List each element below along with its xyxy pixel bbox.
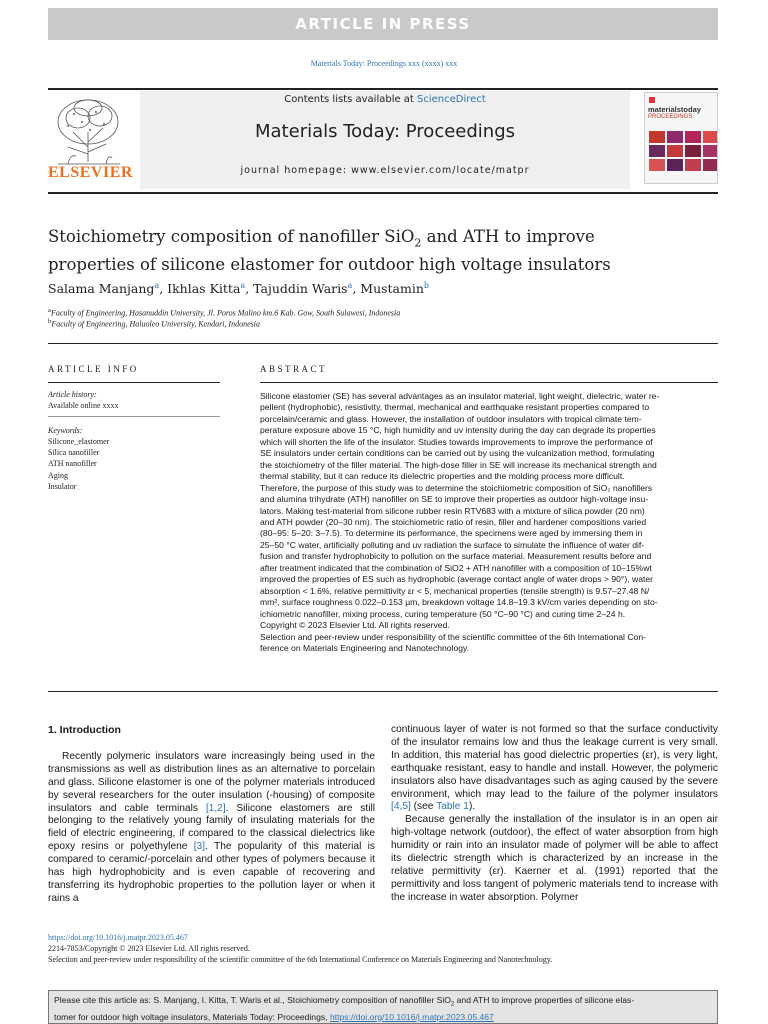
affiliation-mark: a <box>48 307 51 314</box>
abstract-line: perature exposure above 15 °C, high humidity and uv intensity during the day can degrade its properties <box>260 425 656 436</box>
author-list: Salama Manjang$^a$, Ikhlas Kitta$^a$, Tajuddin Waris$^a$, Mustamin$^b$ <box>48 281 430 297</box>
paragraph-text: continuous layer of water is not formed so that the surface conductivity of the insulator remains low and thus the leakage current is very small. In addition, this material has good dielectric properties (εr), is very light, earthquake resistant, easy to handle and install. However, the polymeric insulators also have disadvantages such as aging caused by the severe environment, which may lead to the failure of the polymer insulators <box>391 724 718 800</box>
paragraph-text: ). <box>468 801 476 813</box>
banner-text: ARTICLE IN PRESS <box>295 15 471 33</box>
paragraph-text: . The popularity of this material is compared to ceramic/-porcelain and other types of polymers because it has high hydrophobicity and is even capable of recovering and transferring its hydrophobic properties to the pollution layer or when it rains a <box>48 841 375 904</box>
author-affiliation-mark[interactable]: b <box>423 281 430 290</box>
keyword[interactable]: Silicone_elastomer <box>48 437 110 446</box>
citation-text: tomer for outdoor high voltage insulators, Materials Today: Proceedings, <box>54 1011 330 1022</box>
citation-text: Please cite this article as: S. Manjang, I. Kitta, T. Waris et al., Stoichiometry composition of nanofiller SiO <box>54 995 451 1005</box>
citation-link[interactable]: [4,5] <box>391 801 411 813</box>
affiliation-b <box>48 318 260 329</box>
doi-link[interactable]: https://doi.org/10.1016/j.matpr.2023.05.467 <box>48 933 188 942</box>
body-column-right <box>391 724 718 905</box>
article-title <box>48 226 718 276</box>
masthead-top-rule <box>48 88 718 90</box>
peer-review-note: Selection and peer-review under responsibility of the scientific committee of the 6th International Conference on Materials Engineering and Nanotechnology. <box>48 955 553 964</box>
abstract-line: Silicone elastomer (SE) has several advantages as an insulator material, light weight, dielectric, water re- <box>260 391 660 401</box>
abstract-line: porcelain/ceramic and glass. However, the installation of outdoor insulators with tropical climate tem- <box>260 413 642 424</box>
article-history-label: Article history: <box>48 390 97 399</box>
elsevier-wordmark: ELSEVIER <box>48 164 133 181</box>
masthead-bottom-rule <box>48 192 718 194</box>
article-info-rule <box>48 382 220 383</box>
abstract-line: SE insulators under certain conditions can be carried out by using the vulcanization method, formulating <box>260 448 655 459</box>
affiliation-text: Faculty of Engineering, Haluoleo University, Kendari, Indonesia <box>51 319 260 329</box>
abstract-line: lators. Making test-material from silicone rubber resin RTV683 with a mixture of silica powder (20 nm) <box>260 505 645 516</box>
title-line-2: properties of silicone elastomer for outdoor high voltage insulators <box>48 255 611 275</box>
abstract-rule <box>260 382 718 383</box>
keyword[interactable]: Aging <box>48 470 68 480</box>
abstract-line: (80–95: 5–20: 3–7.5). To determine its performance, the specimens were aged by immersing them in <box>260 528 643 539</box>
title-part-2: and ATH to improve <box>421 227 595 246</box>
author-affiliation-mark[interactable]: a <box>347 281 353 290</box>
body-column-left <box>48 724 375 906</box>
author-affiliation-mark[interactable]: a <box>154 281 160 290</box>
abstract-line: and ATH powder (20–30 nm). The stoichiometric ratio of resin, filler and hardener compositions varied <box>260 516 647 527</box>
journal-title: Materials Today: Proceedings <box>255 121 515 142</box>
abstract-line: Selection and peer-review under responsibility of the scientific committee of the 6th International Con- <box>260 631 646 642</box>
paragraph-text: (see <box>410 801 437 813</box>
keyword[interactable]: Silica nanofiller <box>48 448 100 458</box>
sciencedirect-link[interactable]: ScienceDirect <box>417 94 486 105</box>
affiliation-mark: b <box>48 318 52 325</box>
contents-available-line <box>140 94 630 105</box>
abstract-line: the stoichiometry of the filler material. The high-dose filler in SE will increase its mechanical strength and <box>260 459 657 470</box>
abstract-line: pellent (hydrophobic), resistivity, thermal, mechanical and earthquake resistant properties compared to <box>260 402 650 413</box>
section-rule <box>48 343 718 344</box>
paragraph-text: Recently polymeric insulators ware increasingly being used in the transmissions as well as distribution lines as an alternative to porcelain and glass. Silicone elastomer is one of the polymer materials introduced by several researchers for the outer insulation (-housing) of composite insulators and cable terminals <box>48 750 375 814</box>
cover-subtitle: PROCEEDINGS <box>648 114 693 120</box>
author-affiliation-mark[interactable]: a <box>240 281 246 290</box>
table-reference-link[interactable]: Table 1 <box>436 801 469 813</box>
abstract-line: mm², surface roughness 0.022–0.153 µm, breakdown voltage 14.8–19.3 kV/cm varies depending on sto- <box>260 597 658 608</box>
abstract-line: Copyright © 2023 Elsevier Ltd. All rights reserved. <box>260 620 450 631</box>
abstract-line: ichiometric nanofiller, mixing process, curing temperature (50 °C–90 °C) and curing time 2–24 h. <box>260 608 626 619</box>
abstract-line: 25–50 °C water, artificially polluting and uv radiation the surface to simulate the influence of water dif- <box>260 539 645 550</box>
author-name[interactable]: Ikhlas Kitta <box>167 281 241 297</box>
intro-paragraph-continued <box>391 724 718 814</box>
intro-paragraph-2: Because generally the installation of the insulator is in an open air high-voltage network (outdoor), the effect of water absorption from high humidity or rain into an insulator made of polymer will be able to affect its dielectric strength which is characterized by an increase in the relative permittivity (εr). Kaerner et al. (1991) reported that the permittivity and loss tangent of polymeric materials tend to increase with the increase in water absorption. Polymer <box>391 814 718 903</box>
citation-link[interactable]: [3] <box>193 841 206 853</box>
author-name[interactable]: Salama Manjang <box>48 281 155 297</box>
abstract-heading: ABSTRACT <box>260 364 328 374</box>
paragraph-text: . Silicone elastomers are still belonging to the relatively young family of insulating materials for the field of electric engineering, if compared to the classical dielectrics like epoxy resins or polyethylene <box>48 802 375 853</box>
keyword-list <box>48 436 109 492</box>
author-name[interactable]: Tajuddin Waris <box>253 281 348 297</box>
abstract-line: after treatment indicated that the combination of SiO2 + ATH nanofiller with a composition of 10–15%wt <box>260 562 652 573</box>
abstract-line: ference on Materials Engineering and Nanotechnology. <box>260 642 470 653</box>
title-part-1: Stoichiometry composition of nanofiller SiO <box>48 227 415 246</box>
article-info-heading: ARTICLE INFO <box>48 364 139 374</box>
keywords-label: Keywords: <box>48 426 83 435</box>
keyword[interactable]: Insulator <box>48 481 77 491</box>
abstract-line: fusion and transfer hydrophobicity to pollution on the surface material. Measurement results before and <box>260 551 652 562</box>
citation-text: and ATH to improve properties of silicone elas- <box>454 995 635 1005</box>
cite-this-article-box <box>48 990 718 1024</box>
keywords-rule <box>48 416 220 417</box>
abstract-line: and alumina trihydrate (ATH) nanofiller on SE to improve their properties as outdoor high-voltage insu- <box>260 494 649 505</box>
article-history-value: Available online xxxx <box>48 401 119 410</box>
journal-reference[interactable]: Materials Today: Proceedings xxx (xxxx) xxx <box>310 59 458 68</box>
cover-title: materialstoday <box>648 105 701 114</box>
abstract-line: thermal stability, but it can reduce its dielectric properties and the molding process more difficult. <box>260 471 625 482</box>
introduction-heading: 1. Introduction <box>48 724 121 736</box>
journal-cover-thumbnail <box>644 92 718 184</box>
journal-homepage[interactable]: journal homepage: www.elsevier.com/locate/matpr <box>240 165 530 176</box>
affiliation-text: Faculty of Engineering, Hasanuddin University, Jl. Poros Malino km.6 Kab. Gow, South Sulawesi, Indonesia <box>50 308 401 318</box>
abstract-line: improved the properties of ES such as hydrophobic (average contact angle of water drops > 90°), water <box>260 574 653 585</box>
keyword[interactable]: ATH nanofiller <box>48 459 97 469</box>
affiliation-a <box>48 307 400 318</box>
intro-paragraph-1 <box>48 751 375 906</box>
abstract-line: Therefore, the purpose of this study was to determine the stoichiometric composition of SiO₂ nanofillers <box>260 482 653 493</box>
section-rule <box>48 691 718 692</box>
contents-prefix: Contents lists available at <box>284 94 418 105</box>
abstract-line: which will shorten the life of the insulator. Studies towards improvements to improve the performance of <box>260 436 653 447</box>
article-in-press-banner <box>48 8 718 40</box>
author-name[interactable]: Mustamin <box>360 281 424 297</box>
citation-doi-link[interactable]: https://doi.org/10.1016/j.matpr.2023.05.467 <box>329 1011 494 1022</box>
citation-subscript: 2 <box>450 1001 455 1008</box>
citation-link[interactable]: [1,2] <box>205 802 226 814</box>
abstract-body <box>260 391 718 654</box>
abstract-line: absorption < 1.6%, relative permittivity εr < 5, mechanical properties (tensile strength) is 9.57–27.48 N/ <box>260 585 650 596</box>
title-subscript: 2 <box>414 236 422 250</box>
issn-copyright: 2214-7853/Copyright © 2023 Elsevier Ltd. All rights reserved. <box>48 944 250 953</box>
